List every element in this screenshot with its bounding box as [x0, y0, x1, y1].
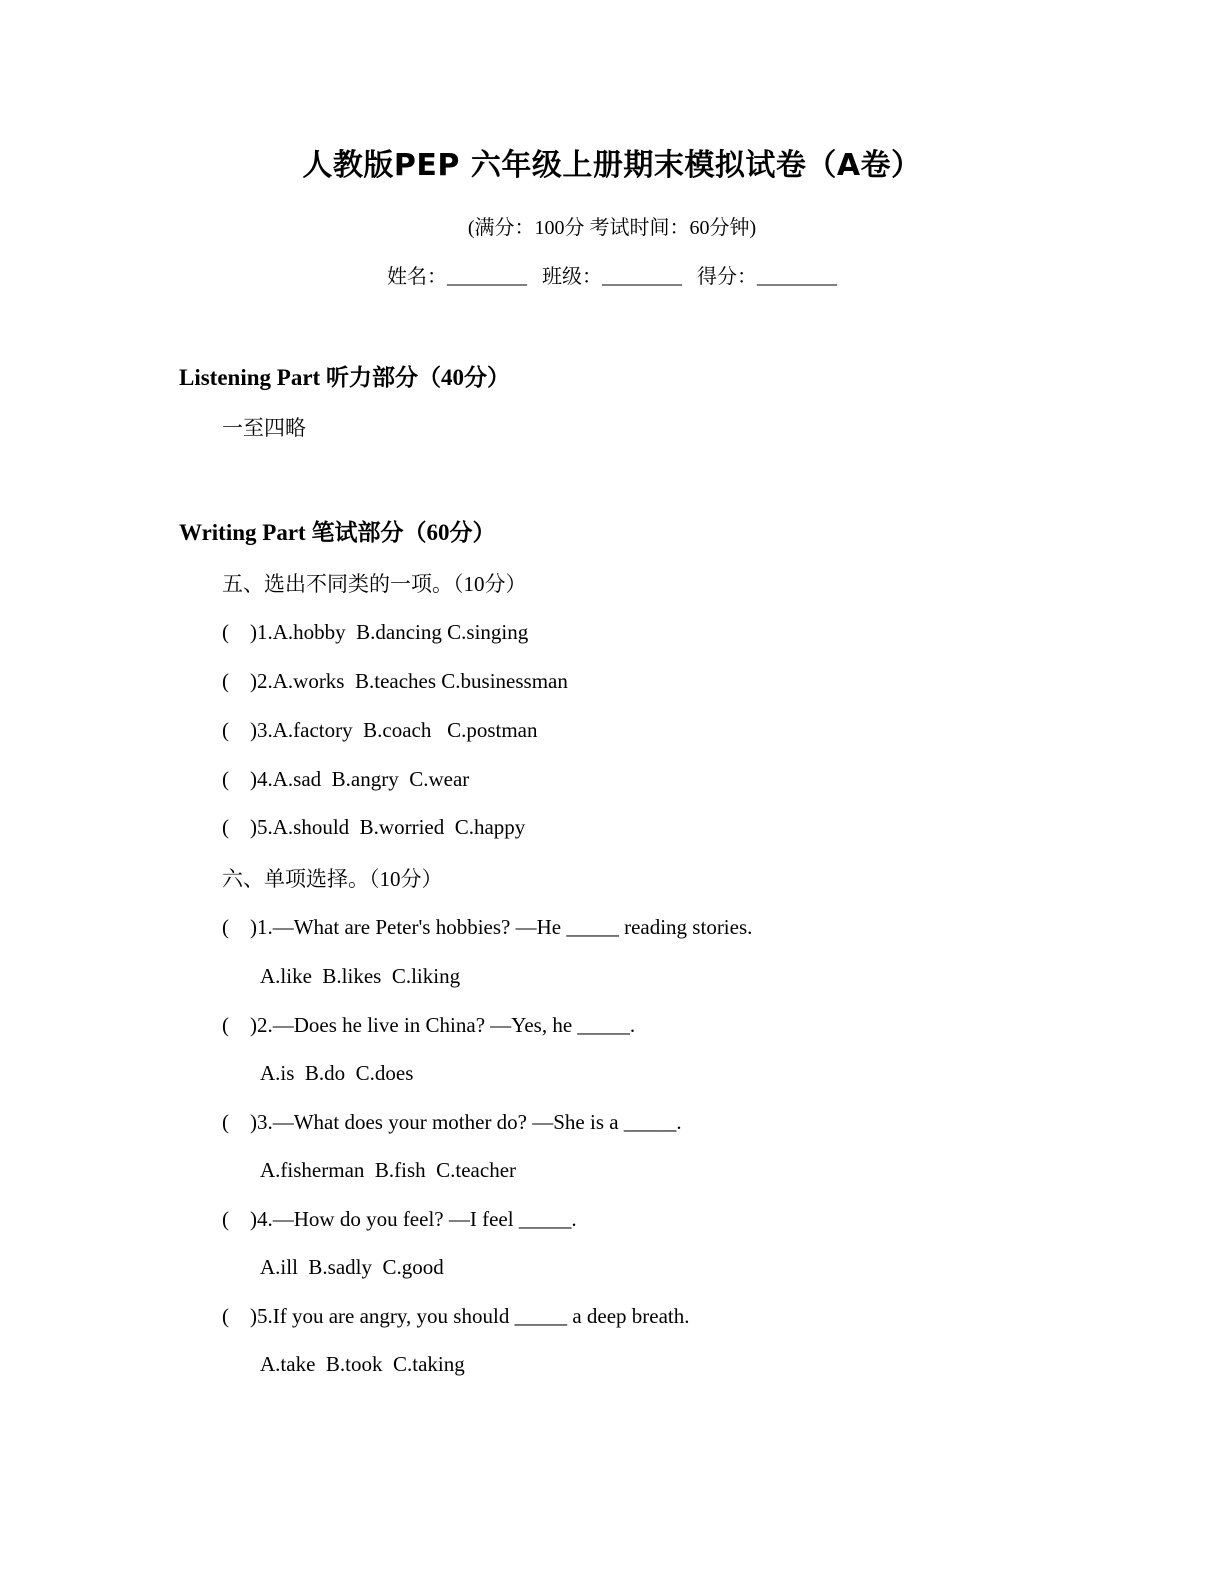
section6-question-3: ( )3.—What does your mother do? —She is a _____. [222, 1110, 682, 1134]
section5-item-4: ( )4.A.sad B.angry C.wear [222, 767, 470, 791]
listening-note: 一至四略 [222, 416, 306, 440]
section6-question-5: ( )5.If you are angry, you should _____ a deep breath. [222, 1304, 690, 1328]
exam-subtitle: (满分：100分 考试时间：60分钟) [467, 217, 757, 239]
student-info-line [0, 260, 1224, 289]
page-title: 人教版PEP 六年级上册期末模拟试卷（A卷） [302, 148, 922, 183]
section6-heading: 六、单项选择。（10分） [222, 867, 443, 891]
section6-options-2: A.is B.do C.does [260, 1061, 414, 1085]
section6-question-4: ( )4.—How do you feel? —I feel _____. [222, 1207, 577, 1231]
section6-options-5: A.take B.took C.taking [260, 1352, 465, 1376]
section6-options-3: A.fisherman B.fish C.teacher [260, 1158, 517, 1182]
section6-options-4: A.ill B.sadly C.good [260, 1255, 444, 1279]
section6-question-2: ( )2.—Does he live in China? —Yes, he _____. [222, 1013, 636, 1037]
section5-item-5: ( )5.A.should B.worried C.happy [222, 815, 526, 839]
section5-item-3: ( )3.A.factory B.coach C.postman [222, 718, 538, 742]
writing-heading: Writing Part 笔试部分（60分） [179, 520, 496, 545]
section6-question-1: ( )1.—What are Peter's hobbies? —He _____ reading stories. [222, 915, 753, 939]
listening-heading: Listening Part 听力部分（40分） [179, 365, 510, 390]
class-field: 班级：________ [542, 266, 682, 288]
section5-item-2: ( )2.A.works B.teaches C.businessman [222, 669, 568, 693]
name-field: 姓名：________ [387, 266, 527, 288]
section6-options-1: A.like B.likes C.liking [260, 964, 461, 988]
section5-item-1: ( )1.A.hobby B.dancing C.singing [222, 620, 529, 644]
section5-heading: 五、选出不同类的一项。（10分） [222, 572, 527, 596]
score-field: 得分：________ [697, 266, 837, 288]
